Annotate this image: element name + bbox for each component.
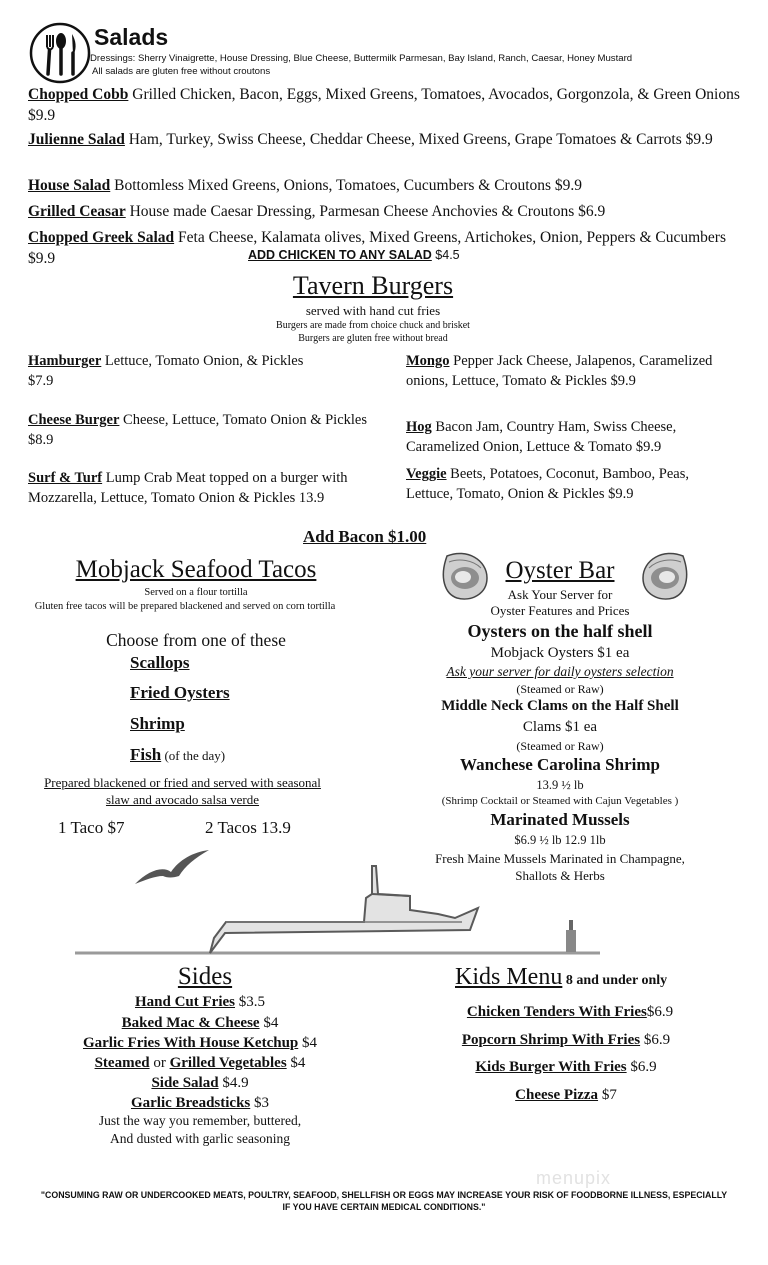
disclaimer-line1: "CONSUMING RAW OR UNDERCOOKED MEATS, POULTRY, SEAFOOD, SHELLFISH OR EGGS MAY INCREASE YOUR RISK OF FOODBORNE ILLNESS, ESPECIALLY: [40, 1190, 728, 1200]
taco-scallops: Scallops: [130, 653, 190, 672]
mobjack-oysters: Mobjack Oysters $1 ea: [490, 645, 630, 661]
side-mac-cheese: Baked Mac & Cheese $4: [121, 1015, 279, 1031]
oyster-sub1: Ask Your Server for: [507, 587, 613, 602]
taco-fried-oysters: Fried Oysters: [130, 683, 230, 702]
add-bacon: Add Bacon $1.00: [303, 527, 427, 546]
oyster-sub2: Oyster Features and Prices: [490, 603, 630, 618]
burgers-sub3: Burgers are gluten free without bread: [298, 333, 448, 344]
salad-chopped-greek: Chopped Greek Salad Feta Cheese, Kalamata olives, Mixed Greens, Artichokes, Onion, Peppers & Cucumbers $9.9: [28, 229, 726, 267]
oyster-steamed-raw: (Steamed or Raw): [516, 682, 604, 696]
mussels-desc2: Shallots & Herbs: [515, 868, 605, 883]
sides-title: Sides: [177, 963, 233, 990]
salad-julienne: Julienne Salad Ham, Turkey, Swiss Cheese, Cheddar Cheese, Mixed Greens, Grape Tomatoes & Carrots $9.9: [28, 131, 713, 148]
burger-cheese: Cheese Burger Cheese, Lettuce, Tomato Onion & Pickles $8.9: [28, 412, 367, 448]
burger-surf-turf: Surf & Turf Lump Crab Meat topped on a burger with Mozzarella, Lettuce, Tomato Onion & Pickles 13.9: [28, 470, 348, 506]
boat-illustration: [0, 858, 768, 968]
burger-hamburger: Hamburger Lettuce, Tomato Onion, & Pickles $7.9: [28, 353, 304, 389]
side-vegetables: Steamed or Grilled Vegetables $4: [94, 1055, 306, 1071]
disclaimer-line2: IF YOU HAVE CERTAIN MEDICAL CONDITIONS.": [282, 1202, 486, 1212]
mussels-title: Marinated Mussels: [490, 810, 630, 829]
side-garlic-fries: Garlic Fries With House Ketchup $4: [82, 1035, 318, 1051]
burger-hog: Hog Bacon Jam, Country Ham, Swiss Cheese, Caramelized Onion, Lettuce & Tomato $9.9: [406, 419, 677, 455]
burger-mongo: Mongo Pepper Jack Cheese, Jalapenos, Caramelized onions, Lettuce, Tomato & Pickles $9.9: [406, 353, 713, 389]
taco-shrimp: Shrimp: [130, 714, 185, 733]
clams-steamed-raw: (Steamed or Raw): [516, 739, 604, 753]
tacos-choose: Choose from one of these: [106, 630, 286, 650]
salad-chopped-cobb: Chopped Cobb Grilled Chicken, Bacon, Eggs, Mixed Greens, Tomatoes, Avocados, Gorgonzola, & Green Onions $9.9: [28, 86, 740, 124]
kids-menu-header: Kids Menu 8 and under only: [455, 964, 668, 990]
kids-cheese-pizza: Cheese Pizza $7: [515, 1087, 617, 1103]
two-tacos-price: 2 Tacos 13.9: [205, 818, 291, 837]
clams-price: Clams $1 ea: [522, 719, 598, 735]
tacos-prep: Prepared blackened or fried and served with seasonal slaw and avocado salsa verde: [44, 775, 321, 807]
one-taco-price: 1 Taco $7: [58, 818, 125, 837]
tacos-sub2: Gluten free tacos will be prepared blackened and served on corn tortilla: [34, 601, 336, 612]
tacos-title: Mobjack Seafood Tacos: [75, 556, 317, 583]
side-salad: Side Salad $4.9: [151, 1075, 249, 1091]
oyster-bar-title: Oyster Bar: [505, 557, 615, 584]
mussels-desc1: Fresh Maine Mussels Marinated in Champagne,: [435, 851, 685, 866]
oysters-half-shell: Oysters on the half shell: [467, 621, 653, 641]
side-garlic-breadsticks: Garlic Breadsticks $3: [130, 1095, 270, 1111]
shrimp-note: (Shrimp Cocktail or Steamed with Cajun Vegetables ): [441, 795, 679, 807]
tacos-sub1: Served on a flour tortilla: [144, 587, 248, 598]
salad-gluten-note: All salads are gluten free without croutons: [92, 66, 271, 77]
shrimp-title: Wanchese Carolina Shrimp: [460, 755, 660, 774]
clams-title: Middle Neck Clams on the Half Shell: [441, 698, 679, 714]
fork-knife-icon: [29, 22, 91, 84]
burgers-sub2: Burgers are made from choice chuck and brisket: [276, 320, 470, 331]
taco-fish: Fish (of the day): [130, 745, 226, 764]
shrimp-price: 13.9 ½ lb: [536, 778, 584, 792]
salad-grilled-ceasar: Grilled Ceasar House made Caesar Dressing, Parmesan Cheese Anchovies & Croutons $6.9: [28, 203, 606, 220]
watermark: menupix: [536, 1168, 612, 1188]
add-chicken-note: ADD CHICKEN TO ANY SALAD $4.5: [248, 248, 460, 262]
burger-veggie: Veggie Beets, Potatoes, Coconut, Bamboo, Peas, Lettuce, Tomato, Onion & Pickles $9.9: [406, 466, 689, 502]
breadsticks-note1: Just the way you remember, buttered,: [98, 1113, 302, 1128]
burgers-sub1: served with hand cut fries: [305, 303, 441, 318]
breadsticks-note2: And dusted with garlic seasoning: [110, 1131, 290, 1146]
kids-popcorn-shrimp: Popcorn Shrimp With Fries $6.9: [461, 1032, 671, 1048]
side-hand-cut-fries: Hand Cut Fries $3.5: [134, 994, 265, 1010]
oyster-ask-note: Ask your server for daily oysters selection: [446, 664, 674, 679]
mussels-price: $6.9 ½ lb 12.9 1lb: [514, 833, 606, 847]
kids-chicken-tenders: Chicken Tenders With Fries$6.9: [466, 1004, 674, 1020]
burgers-title: Tavern Burgers: [292, 271, 454, 300]
kids-burger: Kids Burger With Fries $6.9: [475, 1059, 657, 1075]
salad-house: House Salad Bottomless Mixed Greens, Onions, Tomatoes, Cucumbers & Croutons $9.9: [28, 177, 583, 194]
salads-title: Salads: [94, 24, 169, 50]
salad-dressings: Dressings: Sherry Vinaigrette, House Dressing, Blue Cheese, Buttermilk Parmesan, Bay Island, Ranch, Caesar, Honey Mustard: [90, 53, 633, 64]
